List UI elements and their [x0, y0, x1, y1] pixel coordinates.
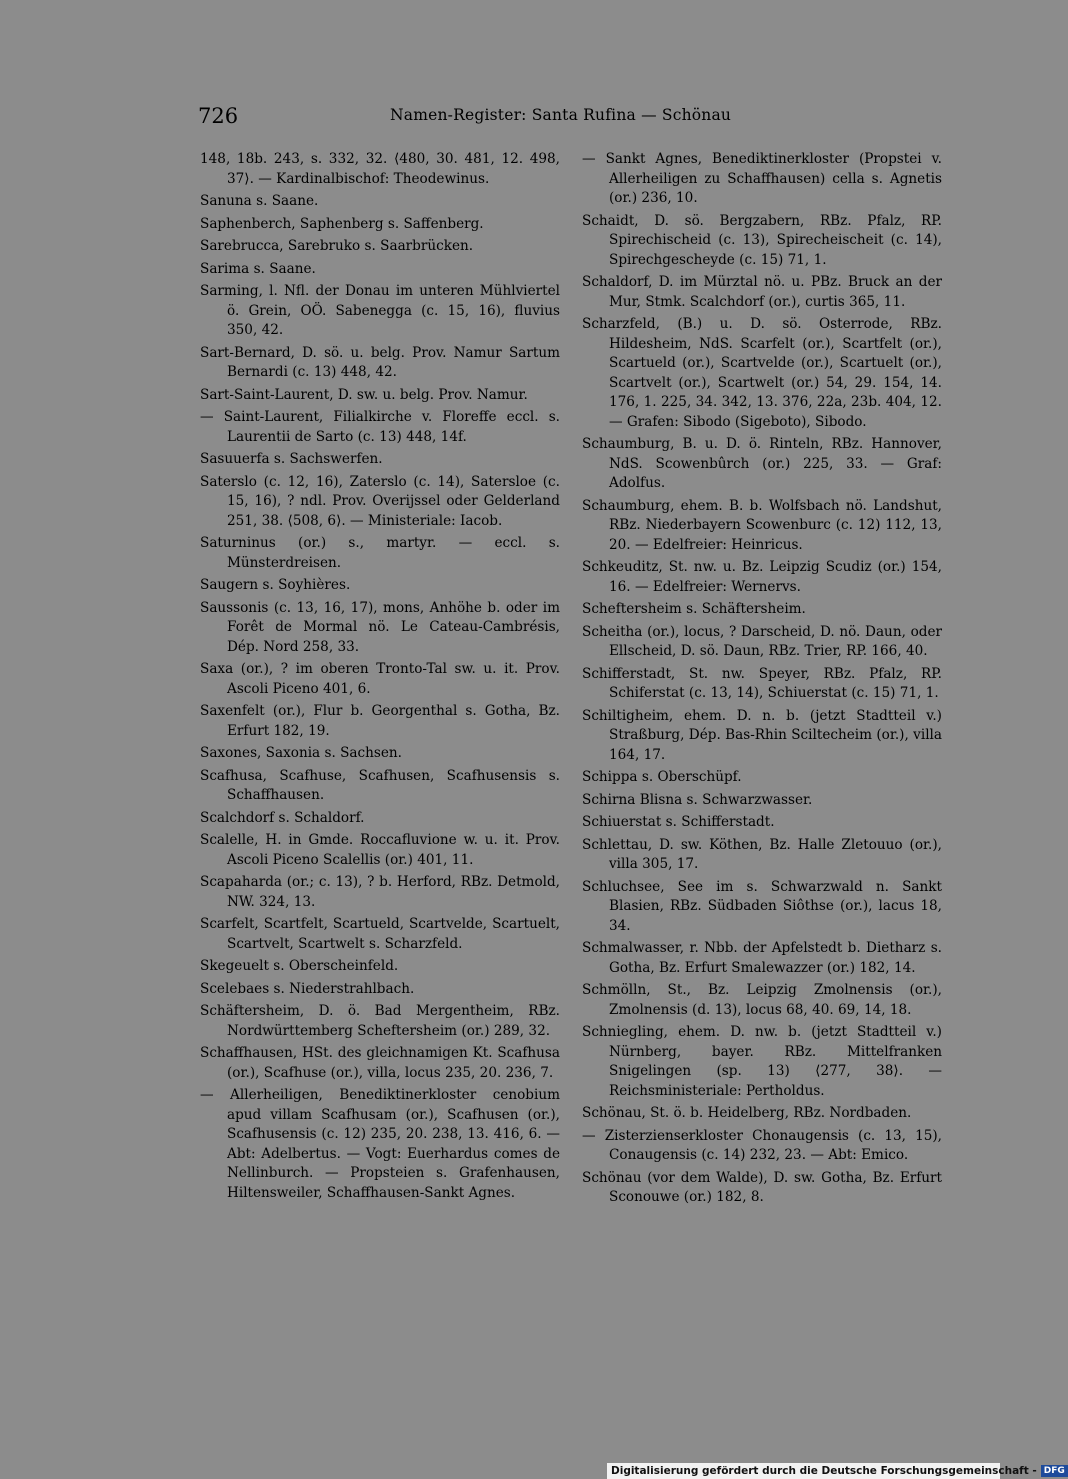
register-entry: — Saint-Laurent, Filialkirche v. Floreffe eccl. s. Laurentii de Sarto (c. 13) 448, 14f. — [200, 409, 560, 445]
register-entry: Schifferstadt, St. nw. Speyer, RBz. Pfalz, RP. Schiferstat (c. 13, 14), Schiuerstat (c. 15) 71, 1. — [582, 665, 942, 701]
left-column — [200, 150, 560, 1206]
register-entry: Scheitha (or.), locus, ? Darscheid, D. nö. Daun, oder Ellscheid, D. sö. Daun, RBz. Trier, RP. 166, 40. — [582, 623, 942, 659]
register-entry: Schniegling, ehem. D. nw. b. (jetzt Stadtteil v.) Nürnberg, bayer. RBz. Mittelfranken Snigelingen (sp. 13) ⟨277, 38⟩. — Reichsministeriale: Pertholdus. — [582, 1024, 942, 1099]
register-entry: — Zisterzienserkloster Chonaugensis (c. 13, 15), Conaugensis (c. 14) 232, 23. — Abt: Emico. — [582, 1127, 942, 1163]
register-entry: Saussonis (c. 13, 16, 17), mons, Anhöhe b. oder im Forêt de Mormal nö. Le Cateau-Cambrésis, Dép. Nord 258, 33. — [200, 599, 560, 655]
right-column — [582, 150, 942, 1211]
register-entry: Saugern s. Soyhières. — [200, 577, 351, 593]
register-entry: Scapaharda (or.; c. 13), ? b. Herford, RBz. Detmold, NW. 324, 13. — [200, 874, 560, 910]
register-entry: Sart-Bernard, D. sö. u. belg. Prov. Namur Sartum Bernardi (c. 13) 448, 42. — [200, 344, 560, 380]
register-entry: Skegeuelt s. Oberscheinfeld. — [200, 958, 399, 974]
register-entry: Schmölln, St., Bz. Leipzig Zmolnensis (or.), Zmolnensis (d. 13), locus 68, 40. 69, 14, 18. — [582, 982, 942, 1018]
register-entry: Schiuerstat s. Schifferstadt. — [582, 814, 775, 830]
register-entry: Scarfelt, Scartfelt, Scartueld, Scartvelde, Scartuelt, Scartvelt, Scartwelt s. Scharzfeld. — [200, 916, 560, 952]
register-entry: Schirna Blisna s. Schwarzwasser. — [582, 791, 813, 808]
register-entry: Schaumburg, B. u. D. ö. Rinteln, RBz. Hannover, NdS. Scowenbûrch (or.) 225, 33. — Graf: Adolfus. — [582, 436, 942, 491]
register-entry: Saphenberch, Saphenberg s. Saffenberg. — [200, 215, 484, 232]
register-entry: Scelebaes s. Niederstrahlbach. — [200, 980, 415, 997]
funding-footer — [607, 1463, 1065, 1479]
register-entry: Schäftersheim, D. ö. Bad Mergentheim, RBz. Nordwürttemberg Scheftersheim (or.) 289, 32. — [200, 1003, 560, 1039]
register-entry: Sarima s. Saane. — [200, 260, 316, 277]
register-entry: Schiltigheim, ehem. D. n. b. (jetzt Stadtteil v.) Straßburg, Dép. Bas-Rhin Sciltecheim (or.), villa 164, 17. — [582, 707, 942, 763]
register-entry: Scharzfeld, (B.) u. D. sö. Osterrode, RBz. Hildesheim, NdS. Scarfelt (or.), Scartfelt (or.), Scartueld (or.), Scartvelde (or.), Scartuelt (or.), Scartvelt (or.), Scartwelt (or.) 54, 29. 154, 14. 176, 1. 225, 34. 342, 13. 376, 22a, 23b. 404, 12. — Grafen: Sibodo (Sigeboto), Sibodo. — [582, 316, 942, 430]
register-entry: Schluchsee, See im s. Schwarzwald n. Sankt Blasien, RBz. Südbaden Siôthse (or.), lacus 18, 34. — [582, 878, 942, 934]
register-entry: Schlettau, D. sw. Köthen, Bz. Halle Zletouuo (or.), villa 305, 17. — [582, 836, 942, 872]
register-entry: Schönau (vor dem Walde), D. sw. Gotha, Bz. Erfurt Sconouwe (or.) 182, 8. — [582, 1169, 942, 1205]
register-entry: Saterslo (c. 12, 16), Zaterslo (c. 14), Satersloe (c. 15, 16), ? ndl. Prov. Overijssel oder Gelderland 251, 38. ⟨508, 6⟩. — Ministeriale: Iacob. — [200, 473, 560, 529]
register-entry: 148, 18b. 243, s. 332, 32. ⟨480, 30. 481, 12. 498, 37⟩. — Kardinalbischof: Theodewinus. — [200, 151, 560, 187]
register-entry: Sanuna s. Saane. — [200, 193, 319, 209]
register-entry: Schkeuditz, St. nw. u. Bz. Leipzig Scudiz (or.) 154, 16. — Edelfreier: Wernervs. — [582, 559, 942, 595]
register-entry: Schaidt, D. sö. Bergzabern, RBz. Pfalz, RP. Spirechischeid (c. 13), Spirecheischeit (c. 14), Spirechgescheyde (c. 15) 71, 1. — [582, 212, 942, 268]
register-entry: Saxones, Saxonia s. Sachsen. — [200, 745, 402, 761]
register-entry: Saxenfelt (or.), Flur b. Georgenthal s. Gotha, Bz. Erfurt 182, 19. — [200, 703, 560, 739]
register-entry: Saxa (or.), ? im oberen Tronto-Tal sw. u. it. Prov. Ascoli Piceno 401, 6. — [200, 661, 560, 697]
register-entry: Schippa s. Oberschüpf. — [582, 769, 742, 785]
register-entry: Schönau, St. ö. b. Heidelberg, RBz. Nordbaden. — [582, 1105, 912, 1121]
register-entry: Scafhusa, Scafhuse, Scafhusen, Scafhusensis s. Schaffhausen. — [200, 767, 560, 803]
running-title: Namen-Register: Santa Rufina — Schönau — [390, 106, 732, 124]
footer-text: Digitalisierung gefördert durch die Deutsche Forschungsgemeinschaft - — [611, 1465, 1037, 1477]
register-entry: — Sankt Agnes, Benediktinerkloster (Propstei v. Allerheiligen zu Schaffhausen) cella s. Agnetis (or.) 236, 10. — [582, 151, 942, 206]
register-entry: Saturninus (or.) s., martyr. — eccl. s. Münsterdreisen. — [200, 535, 560, 571]
register-entry: Sarebrucca, Sarebruko s. Saarbrücken. — [200, 238, 474, 254]
page-number: 726 — [198, 104, 239, 128]
register-entry: Sasuuerfa s. Sachswerfen. — [200, 451, 383, 467]
register-entry: Scalelle, H. in Gmde. Roccafluvione w. u. it. Prov. Ascoli Piceno Scalellis (or.) 401, 11. — [200, 832, 560, 868]
register-entry: Scheftersheim s. Schäftersheim. — [582, 601, 806, 617]
register-entry: Schaffhausen, HSt. des gleichnamigen Kt. Scafhusa (or.), Scafhuse (or.), villa, locus 235, 20. 236, 7. — [200, 1045, 560, 1081]
register-entry: Schaldorf, D. im Mürztal nö. u. PBz. Bruck an der Mur, Stmk. Scalchdorf (or.), curtis 365, 11. — [582, 274, 942, 310]
register-entry: Scalchdorf s. Schaldorf. — [200, 809, 365, 826]
register-entry: Schmalwasser, r. Nbb. der Apfelstedt b. Dietharz s. Gotha, Bz. Erfurt Smalewazzer (or.) 182, 14. — [582, 940, 942, 976]
dfg-logo: DFG — [1041, 1465, 1068, 1477]
register-entry: — Allerheiligen, Benediktinerkloster cenobium apud villam Scafhusam (or.), Scafhusen (or.), Scafhusensis (c. 12) 235, 20. 238, 13. 416, 6. — Abt: Adelbertus. — Vogt: Euerhardus comes de Nellinburch. — Propsteien s. Grafenhausen, Hiltensweiler, Schaffhausen-Sankt Agnes. — [200, 1087, 560, 1201]
register-entry: Schaumburg, ehem. B. b. Wolfsbach nö. Landshut, RBz. Niederbayern Scowenburc (c. 12) 112, 13, 20. — Edelfreier: Heinricus. — [582, 497, 942, 553]
register-entry: Sarming, l. Nfl. der Donau im unteren Mühlviertel ö. Grein, OÖ. Sabenegga (c. 15, 16), fluvius 350, 42. — [200, 283, 560, 338]
register-entry: Sart-Saint-Laurent, D. sw. u. belg. Prov. Namur. — [200, 386, 528, 403]
